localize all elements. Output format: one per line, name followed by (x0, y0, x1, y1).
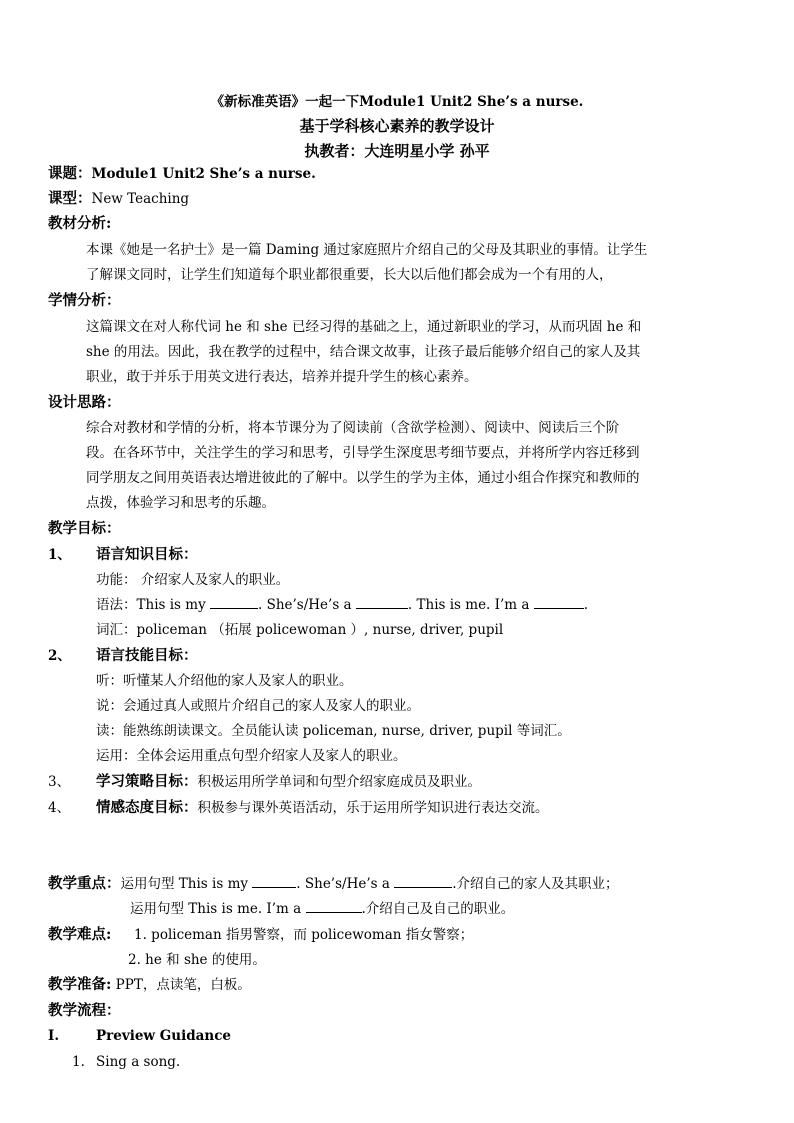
students-line: 职业，敢于并乐于用英文进行表达，培养并提升学生的核心素养。 (86, 369, 478, 385)
grammar-blank (534, 595, 584, 609)
process-section-number: I. (48, 1028, 60, 1044)
key-points-row: 教学重点：运用句型 This is my . She’s/He’s a .介绍自己的家人及其职业； (48, 875, 619, 892)
skill-line: 听：听懂某人介绍他的家人及家人的职业。 (96, 673, 353, 689)
objective-number: 1、 (48, 547, 71, 563)
preparation-value: PPT，点读笔，白板。 (111, 977, 251, 993)
students-line: 这篇课文在对人称代词 he 和 she 已经习得的基础之上，通过新职业的学习，从而巩固 he 和 (86, 319, 642, 335)
objective-strategy: 学习策略目标：积极运用所学单词和句型介绍家庭成员及职业。 (96, 773, 481, 790)
process-step-number: 1. (72, 1054, 85, 1070)
topic-value: Module1 Unit2 She’s a nurse. (91, 166, 316, 182)
objective-vocab: 词汇：policeman （拓展 policewoman ）, nurse, driver, pupil (96, 622, 504, 638)
objective-grammar: 语法：This is my . She’s/He’s a . This is me. I’m a . (96, 597, 588, 613)
design-line: 点拨，体验学习和思考的乐趣。 (86, 495, 275, 511)
students-heading: 学情分析： (48, 292, 121, 309)
objective-attitude: 情感态度目标：积极参与课外英语活动，乐于运用所学知识进行表达交流。 (96, 799, 549, 816)
preparation-label: 教学准备: (48, 976, 112, 993)
key-points-row: 运用句型 This is me. I’m a .介绍自己及自己的职业。 (130, 901, 515, 917)
difficulties-label: 教学难点: (48, 926, 112, 943)
skill-line: 运用：全体会运用重点句型介绍家人及家人的职业。 (96, 748, 407, 764)
topic-label: 课题： (48, 165, 92, 182)
objective-number: 2、 (48, 648, 71, 664)
key-points-label: 教学重点： (48, 875, 121, 892)
type-label: 课型： (48, 190, 92, 207)
doc-title-line2: 基于学科核心素养的教学设计 (299, 117, 495, 135)
difficulty-line: 1. policeman 指男警察，而 policewoman 指女警察； (134, 927, 474, 943)
objective-number: 3、 (48, 774, 71, 790)
design-heading: 设计思路： (48, 394, 121, 411)
objective-title: 语言技能目标： (96, 647, 198, 664)
difficulty-line: 2. he 和 she 的使用。 (128, 952, 266, 968)
doc-title-line3: 执教者：大连明星小学 孙平 (304, 142, 490, 160)
design-line: 综合对教材和学情的分析，将本节课分为了阅读前（含欲学检测）、阅读中、阅读后三个阶 (86, 420, 620, 436)
process-step-text: Sing a song. (96, 1054, 181, 1070)
preparation-row (48, 975, 251, 995)
key-blank (252, 874, 296, 888)
key-blank (394, 874, 452, 888)
skill-line: 读：能熟练朗读课文。全员能认读 policeman, nurse, driver, pupil 等词汇。 (96, 723, 571, 739)
doc-title-line1: 《新标准英语》一起一下Module1 Unit2 She’s a nurse. (210, 94, 584, 110)
process-section-title: Preview Guidance (96, 1028, 232, 1044)
objective-function: 功能： 介绍家人及家人的职业。 (96, 572, 290, 588)
type-row (48, 189, 189, 209)
skill-line: 说：会通过真人或照片介绍自己的家人及家人的职业。 (96, 698, 420, 714)
students-line: she 的用法。因此，我在教学的过程中，结合课文故事，让孩子最后能够介绍自己的家人及其 (86, 344, 641, 360)
topic-row (48, 164, 316, 184)
design-line: 同学朋友之间用英语表达增进彼此的了解中。以学生的学为主体，通过小组合作探究和教师的 (86, 470, 640, 486)
materials-line: 本课《她是一名护士》是一篇 Daming 通过家庭照片介绍自己的父母及其职业的事情。让学生 (86, 242, 648, 258)
materials-heading: 教材分析: (48, 215, 112, 232)
objectives-heading: 教学目标： (48, 520, 121, 537)
design-line: 段。在各环节中，关注学生的学习和思考，引导学生深度思考细节要点，并将所学内容迁移到 (86, 445, 640, 461)
grammar-blank (210, 595, 258, 609)
objective-number: 4、 (48, 800, 71, 816)
objective-title: 语言知识目标： (96, 546, 198, 563)
materials-line: 了解课文同时，让学生们知道每个职业都很重要，长大以后他们都会成为一个有用的人， (86, 267, 613, 283)
grammar-blank (356, 595, 408, 609)
type-value: New Teaching (91, 191, 190, 207)
process-heading: 教学流程： (48, 1002, 121, 1019)
key-blank (306, 899, 362, 913)
